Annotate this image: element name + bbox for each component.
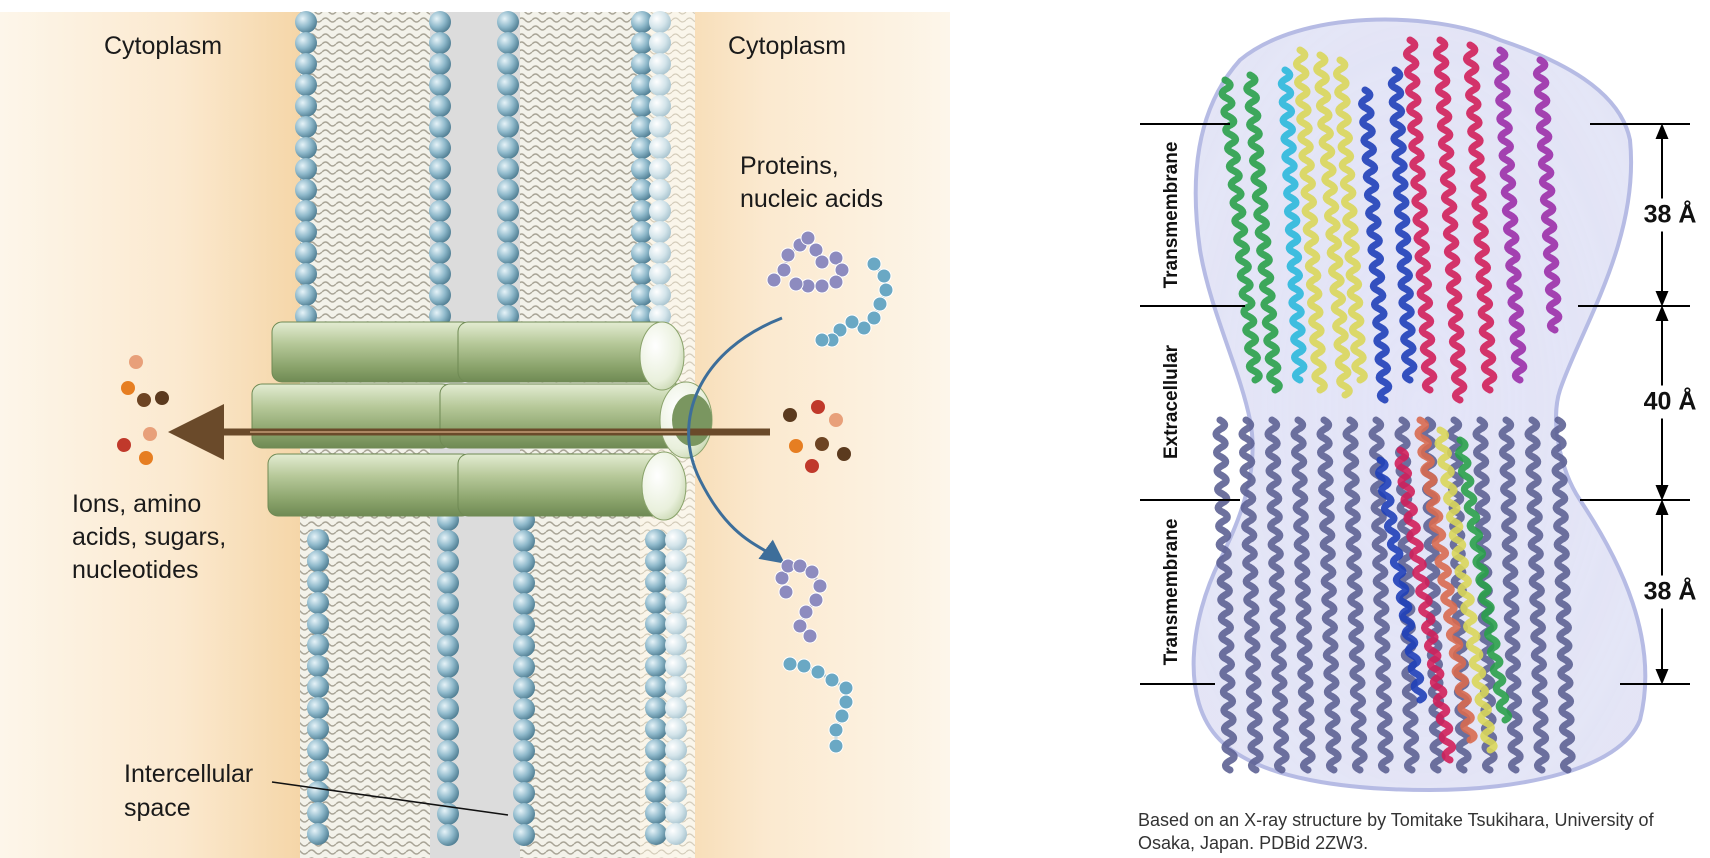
measurement-bottom-label: 38 Å bbox=[1643, 576, 1698, 609]
transmembrane-top-label: Transmembrane bbox=[1161, 141, 1182, 289]
structure-credit: Based on an X-ray structure by Tomitake Tsukihara, University of Osaka, Japan. PDBid 2ZW3. bbox=[1138, 810, 1654, 854]
transmembrane-bottom-label: Transmembrane bbox=[1161, 518, 1182, 666]
cytoplasm-left-label: Cytoplasm bbox=[104, 32, 223, 60]
measurement-middle-label: 40 Å bbox=[1643, 386, 1698, 419]
connexon-channel bbox=[252, 322, 712, 520]
intercellular-space-label: Intercellular space bbox=[124, 760, 254, 822]
extracellular-label: Extracellular bbox=[1161, 344, 1182, 460]
left-diagram-panel bbox=[0, 11, 950, 858]
ions-amino-acids-label: Ions, amino acids, sugars, nucleotides bbox=[72, 490, 227, 584]
right-structure-panel bbox=[1140, 20, 1690, 790]
cytoplasm-right-label: Cytoplasm bbox=[728, 32, 847, 60]
measurement-top-label: 38 Å bbox=[1643, 199, 1698, 232]
proteins-nucleic-acids-label: Proteins, nucleic acids bbox=[740, 152, 884, 213]
